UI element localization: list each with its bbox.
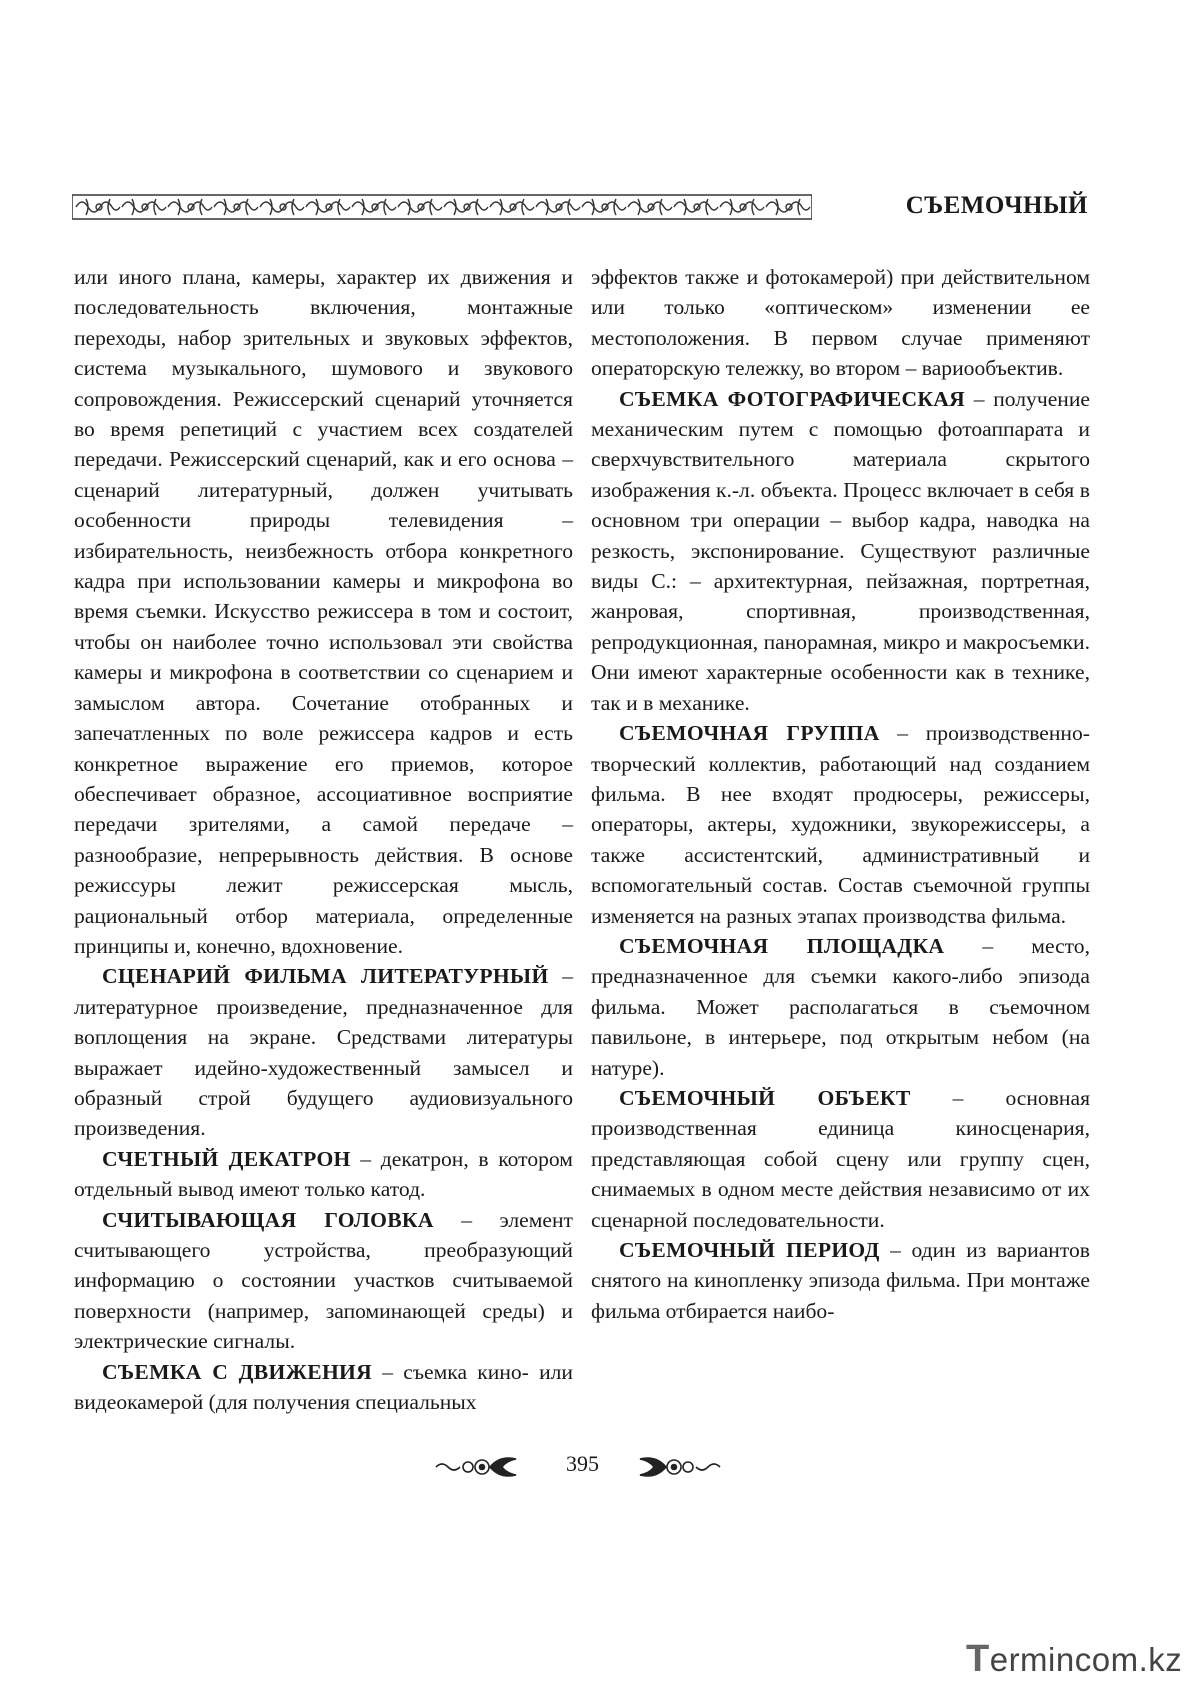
watermark-text: ermincom.kz [989, 1641, 1183, 1678]
entry-term: СЪЕМКА ФОТОГРАФИЧЕСКАЯ [619, 386, 966, 411]
dictionary-entry [74, 1357, 573, 1418]
entry-term: СЪЕМОЧНАЯ ГРУППА [619, 721, 880, 746]
dictionary-entry [74, 1205, 573, 1357]
entry-definition: – элемент считывающего устройства, преобразующий информацию о состоянии участков считываемой поверхности (например, запоминающей среды) и электрические сигналы. [74, 1207, 573, 1354]
page-number: 395 [566, 1451, 599, 1476]
page-footer [0, 1447, 1191, 1487]
entry-definition: – декатрон, в котором отдельный вывод имеют только катод. [74, 1146, 573, 1202]
dictionary-entry [591, 384, 1090, 718]
entry-definition: – место, предназначенное для съемки какого-либо эпизода фильма. Может располагаться в съемочном павильоне, в интерьере, под открытым небом (на натуре). [591, 933, 1090, 1080]
entry-definition: – съемка кино- или видеокамерой (для получения специальных [74, 1359, 573, 1415]
continued-paragraph: или иного плана, камеры, характер их движения и последовательность включения, монтажные переходы, набор зрительных и звуковых эффектов, система музыкального, шумового и звукового сопровождения. Режиссерский сценарий уточняется во время репетиций с участием всех создателей передачи. Режиссерский сценарий, как и его основа – сценарий литературный, должен учитывать особенности природы телевидения – избирательность, неизбежность отбора конкретного кадра при использовании камеры и микрофона во время съемки. Искусство режиссера в том и состоит, чтобы он наиболее точно использовал эти свойства камеры и микрофона в соответствии со сценарием и замыслом автора. Сочетание отобранных и запечатленных по воле режиссера кадров и есть конкретное выражение его приемов, которое обеспечивает образное, ассоциативное восприятие передачи зрителями, а самой передаче – разнообразие, непрерывность действия. В основе режиссуры лежит режиссерская мысль, рациональный отбор материала, определенные принципы и, конечно, вдохновение. [74, 265, 573, 958]
dictionary-entry [74, 961, 573, 1143]
entry-definition: – производственно-творческий коллектив, работающий над созданием фильма. В нее входят продюсеры, режиссеры, операторы, актеры, художники, звукорежиссеры, а также ассистентский, административный и вспомогательный состав. Состав съемочной группы изменяется на разных этапах производства фильма. [591, 721, 1090, 928]
footer-ornament-left-icon [434, 1455, 520, 1479]
entry-definition: – основная производственная единица киносценария, представляющая собой сцену или группу сцен, снимаемых в одном месте действия независимо от их сценарной последовательности. [591, 1085, 1090, 1232]
entry-term: СЪЕМОЧНАЯ ПЛОЩАДКА [619, 933, 945, 958]
dictionary-entry [591, 931, 1090, 1083]
page-header [72, 190, 1088, 226]
entry-term: СЧИТЫВАЮЩАЯ ГОЛОВКА [102, 1207, 434, 1232]
dictionary-entry [591, 1083, 1090, 1235]
running-head: СЪЕМОЧНЫЙ [905, 192, 1088, 219]
footer-ornament-right-icon [636, 1455, 722, 1479]
ornamental-band-icon [72, 194, 812, 220]
entry-definition: – получение механическим путем с помощью фотоаппарата и сверхчувствительного материала скрытого изображения к.-л. объекта. Процесс включает в себя в основном три операции – выбор кадра, наводка на резкость, экспонирование. Существуют различные виды С.: – архитектурная, пейзажная, портретная, жанровая, спортивная, производственная, репродукционная, панорамная, микро и макросъемки. Они имеют характерные особенности как в технике, так и в механике. [591, 386, 1090, 715]
entry-definition: – один из вариантов снятого на кинопленку эпизода фильма. При монтаже фильма отбирается наибо- [591, 1238, 1090, 1323]
left-column [74, 262, 573, 1417]
entry-term: СЪЕМОЧНЫЙ ОБЪЕКТ [619, 1085, 911, 1110]
continued-paragraph: эффектов также и фотокамерой) при действительном или только «оптическом» изменении ее местоположения. В первом случае применяют операторскую тележку, во втором – вариообъектив. [591, 265, 1090, 381]
dictionary-entry [74, 1144, 573, 1205]
entry-term: СЪЕМОЧНЫЙ ПЕРИОД [619, 1238, 880, 1262]
right-column [591, 262, 1090, 1326]
entry-definition: – литературное произведение, предназначенное для воплощения на экране. Средствами литературы выражает идейно-художественный замысел и образный строй будущего аудиовизуального произведения. [74, 964, 573, 1141]
dictionary-entry [591, 718, 1090, 931]
entry-term: СЧЕТНЫЙ ДЕКАТРОН [102, 1146, 351, 1171]
entry-term: СЪЕМКА С ДВИЖЕНИЯ [102, 1359, 373, 1384]
dictionary-entry [591, 1235, 1090, 1326]
site-watermark [966, 1638, 1182, 1681]
entry-term: СЦЕНАРИЙ ФИЛЬМА ЛИТЕРАТУРНЫЙ [102, 964, 549, 989]
watermark-initial: T [966, 1638, 990, 1680]
